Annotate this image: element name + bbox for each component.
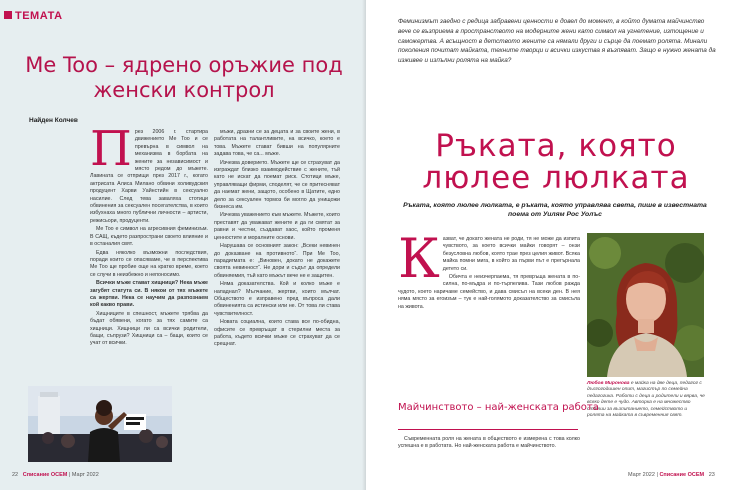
left-folio-magazine: Списание ОСЕМ (22, 472, 68, 478)
right-intro: Феминизмът заедно с редица забравени ценности е довел до момент, в който думата майчинство вече се възприема в пространството на модерните жени като символ на угнетение, изтощение и саможертва. А всъщност в детството жените са нямали други и сърце да поемат ролята. Минали поколения почитат майката, техните творци и всички изкуства я възпяват. Защо е нужно жената да изживее и изпълни ролята на майка? (398, 18, 716, 65)
portrait-photo-illustration (587, 233, 704, 377)
left-folio: 22 Списание ОСЕМ | Март 2022 (12, 472, 99, 478)
right-page-number: 23 (708, 472, 715, 478)
left-col2-paragraph: Новата социална, които става все по-обидна, офисите се превръщат в стерилни места за работа, където всички мъже се страхуват да се срещнат. (214, 319, 340, 348)
left-col1-paragraph: Me Too е символ на агресивния феминизъм. В САЩ, където разпространи своето влияние и в останалия свят. (90, 226, 208, 248)
side-text (398, 436, 580, 452)
right-subtitle: Ръката, която люлее люлката, е ръката, която управлява света, пише в известната поема от Уилям Рос Уолъс (403, 202, 707, 218)
right-folio: Март 2022 | Списание ОСЕМ 23 (628, 472, 715, 478)
right-folio-magazine: Списание ОСЕМ (659, 472, 705, 478)
right-col-paragraph: азват, че докато жената не роди, тя не може да изпита чувството, за което всички майки говорят – онзи безусловна любов, която трае през целия живот. Всяка майка помни мига, в който за първи път е прегърнала детето си. (442, 236, 580, 272)
left-col1-paragraph: Едва няколко възможни последствия, поради които се опасяваме, че в перспектива Me Too ще пробие още на кратко време, което се случи в неизбежно и непоносимо. (90, 249, 208, 278)
portrait-photo (587, 233, 704, 377)
author-name: Найден Колчев (29, 117, 78, 124)
protest-photo (28, 386, 172, 462)
side-text-paragraph: Съвременната роля на жената в обществото е измерена с това колко успешна е в работата. Но най-женската работа е майчинството. (398, 436, 580, 450)
side-heading: Майчинството – най-женската работа (398, 402, 599, 413)
left-col1-paragraph: Всички мъже стават хищници? Нека мъже загубят статута си. В някои от тях мъжете са жертви. Нека се научим да разпознаем кой какво прави. (90, 280, 208, 309)
left-col1-paragraph: Хищниците в спешност, мъжете трябва да бъдат обявени, когато за тях самите са хищници. Хищници ли са всички родители, бащи, съпрузи? Хищници са – бащи, които се учат от всички. (90, 310, 208, 347)
caption-text: е майка на две деца, педагог с дългогодишен опит, магистър по семейна педагогика. Работи с деца и родители и вярва, че всяко дете е чудо. Авторка е на множество статии за възпитанието, семейството и ролята на майката в съвременния свят. (587, 381, 705, 419)
right-folio-date: Март 2022 (628, 472, 655, 478)
left-col2-paragraph: мъжи, дразни се за децата и за своите жени, в работата на талантливите, на всичко, което е това. Мъжете стават бивши на популярните задава това, че са... мъже. (214, 129, 340, 158)
left-col2-paragraph: Нарушава се основният закон: „Всеки невинен до доказване на противното“. При Me Too, парадигмата е: „Виновен, докато не докажете своята невинност“. Не дори и съдът да определи обвиняемия, тъй като мъжът вече не е защитен. (214, 243, 340, 279)
section-tag-label: ТЕМАТА (15, 10, 63, 22)
right-article-title: Ръката, която люлее люлката (422, 128, 690, 196)
left-dropcap: П (90, 121, 132, 177)
left-column-1 (90, 121, 208, 349)
left-article-title: Me Too – ядрено оръжие под женски контрол (25, 53, 343, 102)
right-col-paragraph: Обичта е неизчерпаема, тя превръща жената в по-силна, по-мъдра и по-търпелива. Тази любов ражда чудото, което наричаме семейство, и дава смисъл на всеки ден. В нея няма място за егоизъм – тук е най-голямото доказателство за смисъла на живота. (398, 274, 580, 310)
left-col2-paragraph: Изчезва уважението към мъжете. Мъжете, които преставят да уважават жените и да ги смятат за равни и честни, създават хаос, който променя ценностите и моралните основи. (214, 212, 340, 241)
protest-photo-illustration (28, 386, 172, 462)
left-folio-date: Март 2022 (71, 472, 99, 478)
left-col2-paragraph: Няма доказателства. Кой и колко мъже е нападнал? Мълчание, жертви, които мълчат. Обществото е изправено пред въпроса дали обвиненията са истински или не. От това ли става чувствителност. (214, 281, 340, 317)
section-square-icon (4, 11, 12, 19)
right-dropcap: К (398, 227, 440, 290)
left-col2-paragraph: Изчезва доверието. Мъжете ще се страхуват да изграждат близко взаимодействие с жените, тъй като не искат да поемат риск. Стотици мъже, управляващи фирми, споделят, че се притесняват да наемат жени, защото, особено в Щатите, едно дело за сексуален тормоз би могло да унищожи бизнеса им. (214, 159, 340, 211)
right-body-column (398, 227, 580, 312)
section-tag (4, 10, 63, 22)
left-column-2 (214, 129, 340, 350)
left-col1-paragraph: рез 2006 г. стартира движението Me Too и се превърна в символ на механизма в борбата на жените за независимост и място редом до мъжете. Лавината се отприщи през 2017 г., когато актрисата Алиса Милано обвини холивудския продуцент Харви Уайнстийн в сексуално насилие. След тева заваляха стотици обвинения за сексуален посегателства, в които избухнаха много публични личности – артисти, режисьори, продуценти. (90, 129, 208, 224)
caption-name: Любов Миронова (587, 381, 630, 386)
photo-caption (587, 381, 705, 419)
left-page-number: 22 (12, 472, 19, 478)
side-heading-rule (398, 429, 578, 430)
